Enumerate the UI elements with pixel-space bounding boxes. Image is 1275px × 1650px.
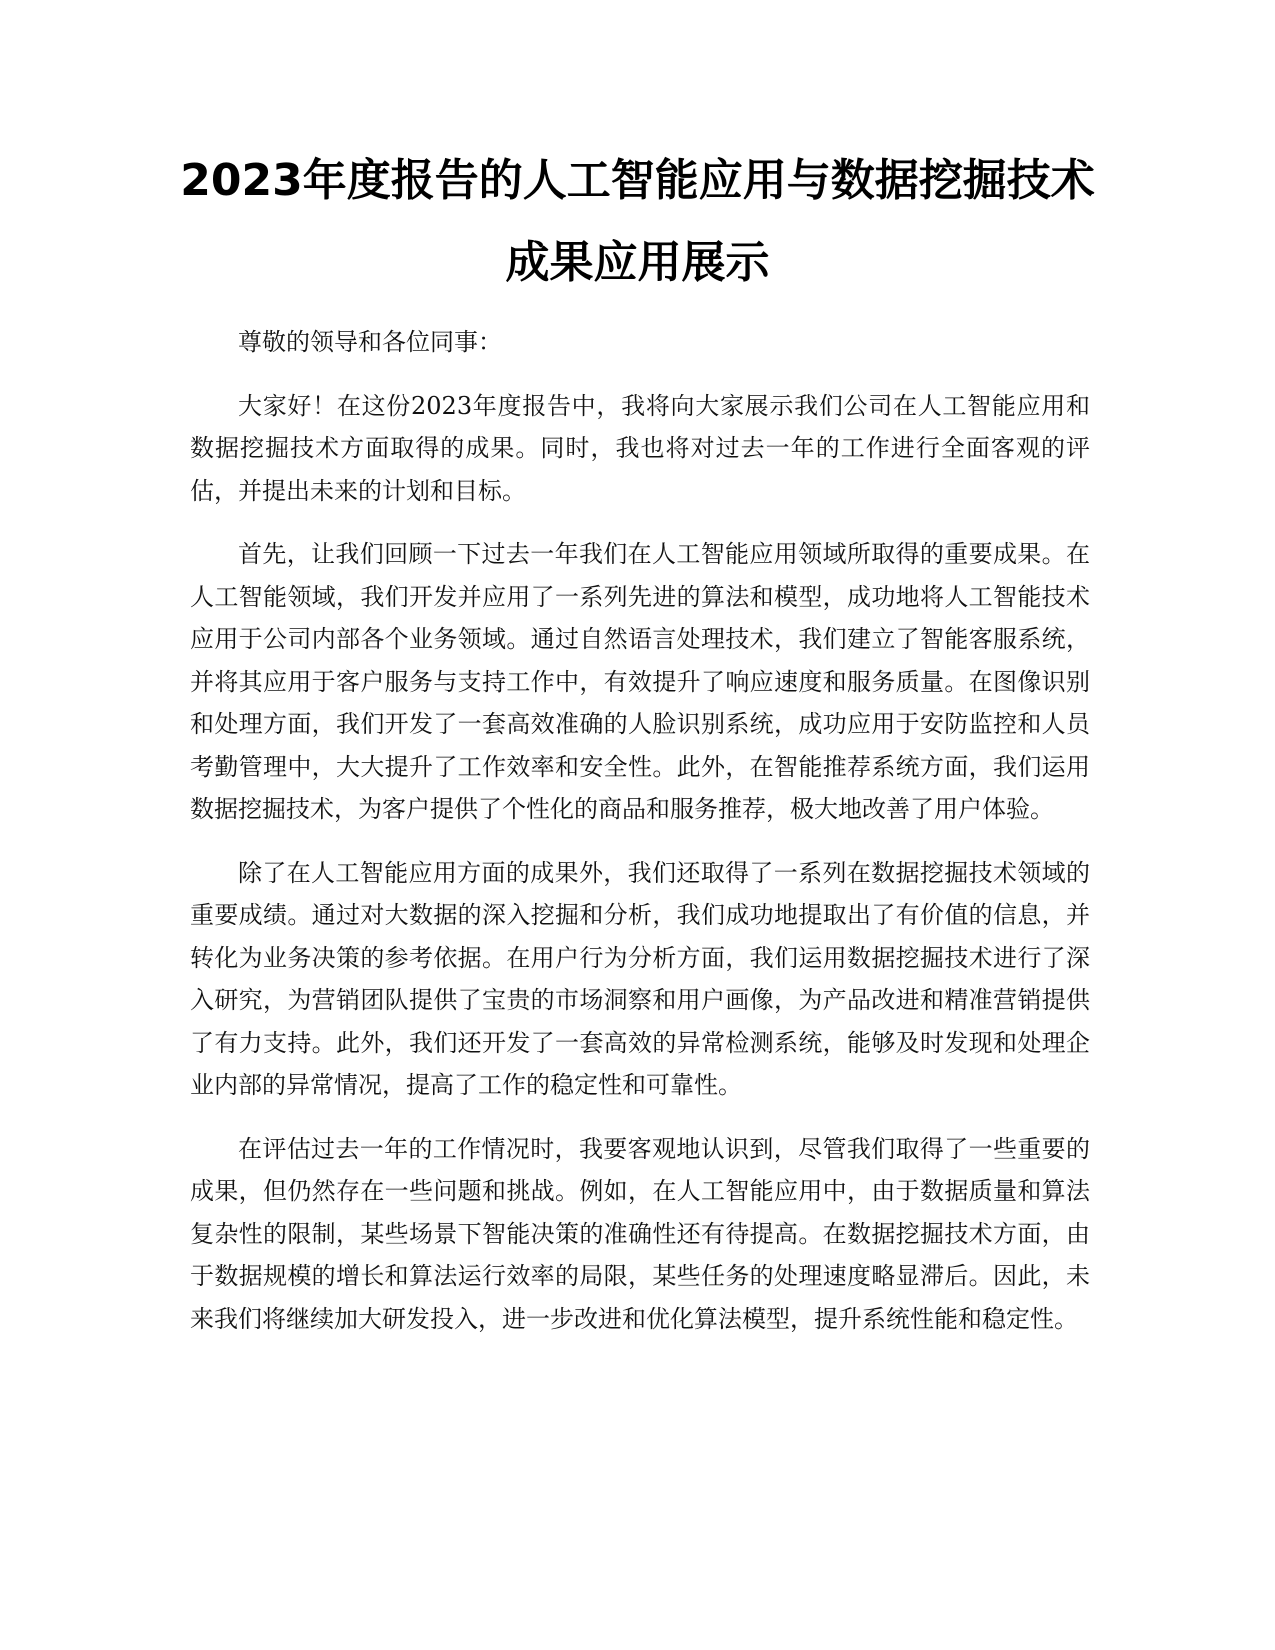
paragraph-ai-achievements: 首先，让我们回顾一下过去一年我们在人工智能应用领域所取得的重要成果。在人工智能领域，我们开发并应用了一系列先进的算法和模型，成功地将人工智能技术应用于公司内部各个业务领域。通过自然语言处理技术，我们建立了智能客服系统，并将其应用于客户服务与支持工作中，有效提升了响应速度和服务质量。在图像识别和处理方面，我们开发了一套高效准确的人脸识别系统，成功应用于安防监控和人员考勤管理中，大大提升了工作效率和安全性。此外，在智能推荐系统方面，我们运用数据挖掘技术，为客户提供了个性化的商品和服务推荐，极大地改善了用户体验。 <box>190 540 1090 823</box>
paragraph-evaluation: 在评估过去一年的工作情况时，我要客观地认识到，尽管我们取得了一些重要的成果，但仍然存在一些问题和挑战。例如，在人工智能应用中，由于数据质量和算法复杂性的限制，某些场景下智能决策的准确性还有待提高。在数据挖掘技术方面，由于数据规模的增长和算法运行效率的局限，某些任务的处理速度略显滞后。因此，未来我们将继续加大研发投入，进一步改进和优化算法模型，提升系统性能和稳定性。 <box>190 1134 1090 1333</box>
document-body <box>190 321 1090 1361</box>
paragraph-data-mining-achievements: 除了在人工智能应用方面的成果外，我们还取得了一系列在数据挖掘技术领域的重要成绩。通过对大数据的深入挖掘和分析，我们成功地提取出了有价值的信息，并转化为业务决策的参考依据。在用户行为分析方面，我们运用数据挖掘技术进行了深入研究，为营销团队提供了宝贵的市场洞察和用户画像，为产品改进和精准营销提供了有力支持。此外，我们还开发了一套高效的异常检测系统，能够及时发现和处理企业内部的异常情况，提高了工作的稳定性和可靠性。 <box>190 858 1090 1099</box>
paragraph-intro: 大家好！在这份2023年度报告中，我将向大家展示我们公司在人工智能应用和数据挖掘技术方面取得的成果。同时，我也将对过去一年的工作进行全面客观的评估，并提出未来的计划和目标。 <box>190 391 1090 505</box>
salutation: 尊敬的领导和各位同事： <box>238 328 502 356</box>
document-title: 2023年度报告的人工智能应用与数据挖掘技术成果应用展示 <box>180 155 1095 288</box>
